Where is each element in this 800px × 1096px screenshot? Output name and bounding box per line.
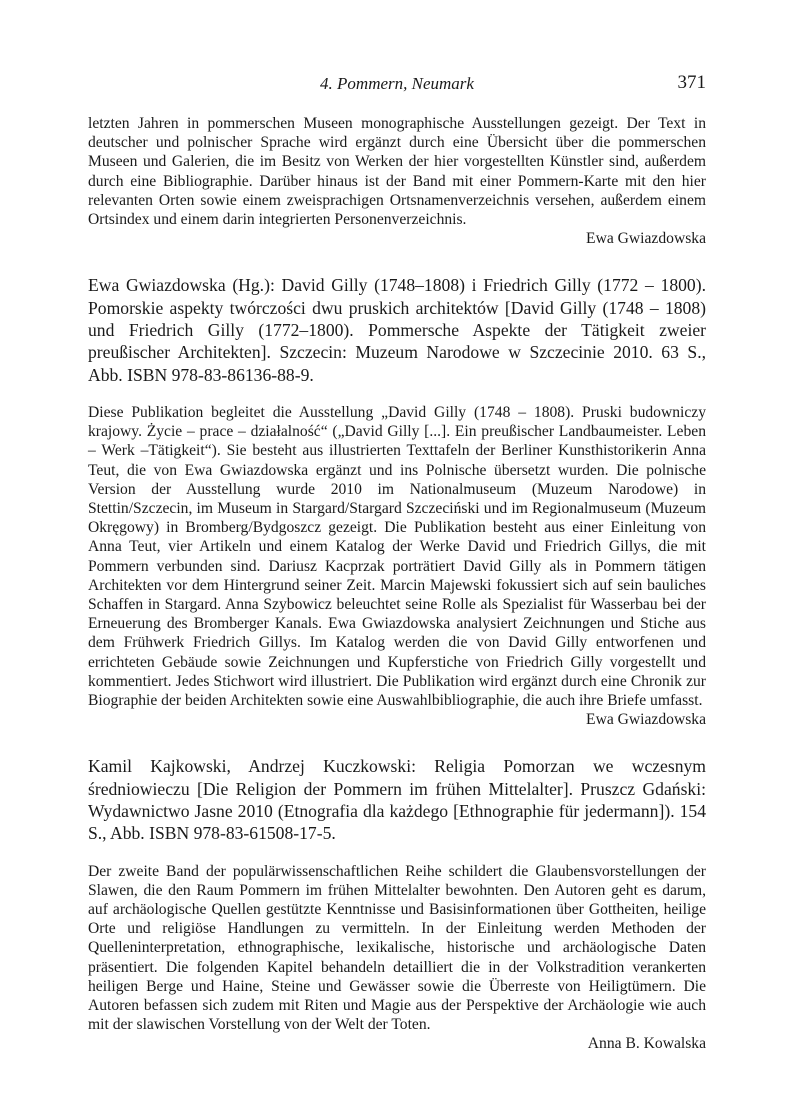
reviewer-signature: Ewa Gwiazdowska [586,230,706,248]
reviewer-signature: Anna B. Kowalska [587,1035,706,1053]
section-title: 4. Pommern, Neumark [320,74,474,93]
review-text: letzten Jahren in pommerschen Museen monographische Ausstellungen gezeigt. Der Text in deutscher und polnischer Sprache wird ergänzt durch eine Übersicht über die pommerschen Museen und Galerien, die im Besitz von Werken der hier vorgestellten Künstler sind, außerdem durch eine Bibliographie. Darüber hinaus ist der Band mit einer Pommern-Karte mit den hier relevanten Orten sowie einem zweisprachigen Ortsnamenverzeichnis versehen, außerdem einem Ortsindex und einem darin integrierten Personenverzeichnis. [88,115,706,229]
review-text: Diese Publikation begleitet die Ausstellung „David Gilly (1748 – 1808). Pruski budowniczy krajowy. Życie – prace – działalność“ („David Gilly [...]. Ein preußischer Landbaumeister. Leben – Werk –Tätigkeit“). Sie besteht aus illustrierten Texttafeln der Berliner Kunsthistorikerin Anna Teut, die von Ewa Gwiazdowska ergänzt und ins Polnische übersetzt wurden. Die polnische Version der Ausstellung wurde 2010 im Nationalmuseum (Muzeum Narodowe) in Stettin/Szczecin, im Museum in Stargard/Stargard Szczeciński und im Regionalmuseum (Muzeum Okręgowy) in Bromberg/Bydgoszcz gezeigt. Die Publikation besteht aus einer Einleitung von Anna Teut, vier Artikeln und einem Katalog der Werke David und Friedrich Gillys, die mit Pommern verbunden sind. Dariusz Kacprzak porträtiert David Gilly als in Pommern tätigen Architekten vor dem Hintergrund seiner Zeit. Marcin Majewski fokussiert sich auf sein bauliches Schaffen in Stargard. Anna Szybowicz beleuchtet seine Rolle als Spezialist für Wasserbau bei der Erneuerung des Bromberger Kanals. Ewa Gwiazdowska analysiert Zeichnungen und Stiche aus dem Frühwerk Friedrich Gillys. Im Katalog werden die von David Gilly entworfenen und errichteten Gebäude sowie Zeichnungen und Kupferstiche von Friedrich Gilly vorgestellt und kommentiert. Jedes Stichwort wird illustriert. Die Publikation wird ergänzt durch eine Chronik zur Biographie der beiden Architekten sowie eine Auswahlbibliographie, die auch ihre Briefe umfasst. [88,403,706,709]
reviewer-signature: Ewa Gwiazdowska [586,711,706,729]
running-header [88,74,706,104]
page-content [88,114,706,1054]
bibliographic-entry-title: Ewa Gwiazdowska (Hg.): David Gilly (1748–1808) i Friedrich Gilly (1772 – 1800). Pomorskie aspekty twórczości dwu pruskich architektów [David Gilly (1748 – 1808) und Friedrich Gilly (1772–1800). Pommersche Aspekte der Tätigkeit zweier preußischer Architekten]. Szczecin: Muzeum Narodowe w Szczecinie 2010. 63 S., Abb. ISBN 978-83-86136-88-9. [88,275,706,385]
bibliographic-entry-title: Kamil Kajkowski, Andrzej Kuczkowski: Religia Pomorzan we wczesnym średniowieczu [Die Religion der Pommern im frühen Mittelalter]. Pruszcz Gdański: Wydawnictwo Jasne 2010 (Etnografia dla każdego [Ethnographie für jedermann]). 154 S., Abb. ISBN 978-83-61508-17-5. [88,756,706,844]
page-number: 371 [677,72,706,93]
review-text: Der zweite Band der populärwissenschaftlichen Reihe schildert die Glaubensvorstellungen der Slawen, die den Raum Pommern im frühen Mittelalter bewohnten. Den Autoren geht es darum, auf archäologische Quellen gestützte Kenntnisse und Basisinformationen über Gottheiten, heilige Orte und religiöse Handlungen zu vermitteln. In der Einleitung werden Methoden der Quelleninterpretation, ethnographische, lexikalische, historische und archäologische Daten präsentiert. Die folgenden Kapitel behandeln detailliert die in der Volkstradition verankerten heiligen Berge und Haine, Steine und Gewässer sowie die Überreste von Heiligtümern. Die Autoren befassen sich zudem mit Riten und Magie aus der Perspektive der Archäologie wie auch mit der slawischen Vorstellung von der Welt der Toten. [88,862,706,1034]
